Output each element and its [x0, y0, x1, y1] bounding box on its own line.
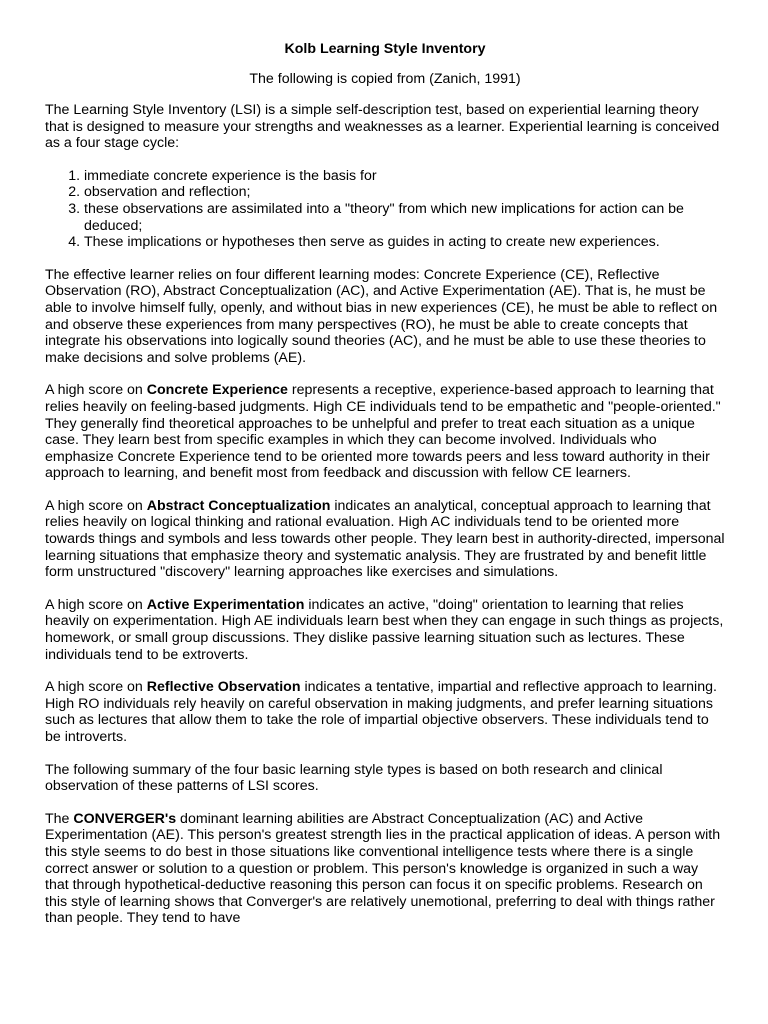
converger-term: CONVERGER's	[73, 810, 177, 827]
abstract-conceptualization-term: Abstract Conceptualization	[146, 497, 331, 514]
list-item: 2. observation and reflection;	[84, 184, 725, 201]
list-item: 4. These implications or hypotheses then serve as guides in acting to create new experiences.	[84, 234, 725, 251]
paragraph-text: indicates a tentative, impartial and reflective approach to learning. High RO individuals rely heavily on careful observation in making judgments, and prefer learning situations such as lectures that allow them to take the role of impartial objective observers. These individuals tend to be introverts.	[45, 679, 717, 745]
concrete-experience-term: Concrete Experience	[146, 382, 288, 399]
list-item: 1. immediate concrete experience is the basis for	[84, 168, 725, 185]
active-experimentation-paragraph	[45, 597, 725, 663]
converger-paragraph	[45, 811, 725, 927]
paragraph-text: dominant learning abilities are Abstract Conceptualization (AC) and Active Experimentation (AE). This person's greatest strength lies in the practical application of ideas. A person with this style seems to do best in those situations like conventional intelligence tests where there is a single correct answer or solution to a question or problem. This person's knowledge is organized in such a way that through hypothetical-deductive reasoning this person can focus it on specific problems. Research on this style of learning shows that Converger's are relatively unemotional, preferring to deal with things rather than people. They tend to have	[45, 810, 721, 927]
concrete-experience-paragraph	[45, 382, 725, 482]
active-experimentation-term: Active Experimentation	[146, 596, 305, 613]
document-subtitle: The following is copied from (Zanich, 1991)	[249, 71, 521, 87]
paragraph-lead: A high score on	[45, 497, 147, 514]
document-page	[45, 40, 725, 943]
list-item: 3. these observations are assimilated into a "theory" from which new implications for action can be deduced;	[84, 201, 725, 234]
paragraph-lead: A high score on	[45, 596, 147, 613]
reflective-observation-paragraph	[45, 679, 725, 745]
paragraph-lead: The	[45, 810, 74, 827]
document-title: Kolb Learning Style Inventory	[284, 41, 486, 57]
learning-modes-paragraph: The effective learner relies on four different learning modes: Concrete Experience (CE), Reflective Observation (RO), Abstract Conceptualization (AC), and Active Experimentation (AE). That is, he must be able to involve himself fully, openly, and without bias in new experiences (CE), he must be able to reflect on and observe these experiences from many perspectives (RO), he must be able to create concepts that integrate his observations into logically sound theories (AC), and he must be able to use these theories to make decisions and solve problems (AE).	[45, 266, 718, 366]
paragraph-text: represents a receptive, experience-based approach to learning that relies heavily on feeling-based judgments. High CE individuals tend to be empathetic and "people-oriented." They generally find theoretical approaches to be unhelpful and prefer to treat each situation as a unique case. They learn best from specific examples in which they can become involved. Individuals who emphasize Concrete Experience tend to be oriented more towards peers and less toward authority in their approach to learning, and benefit most from feedback and discussion with fellow CE learners.	[45, 382, 721, 482]
summary-paragraph: The following summary of the four basic learning style types is based on both research and clinical observation of these patterns of LSI scores.	[45, 761, 663, 795]
reflective-observation-term: Reflective Observation	[146, 679, 301, 696]
cycle-steps-list	[45, 168, 725, 251]
intro-paragraph: The Learning Style Inventory (LSI) is a simple self-description test, based on experiential learning theory that is designed to measure your strengths and weaknesses as a learner. Experiential learning is conceived as a four stage cycle:	[45, 102, 720, 152]
abstract-conceptualization-paragraph	[45, 498, 725, 581]
paragraph-text: indicates an active, "doing" orientation to learning that relies heavily on experimentation. High AE individuals learn best when they can engage in such things as projects, homework, or small group discussions. They dislike passive learning situation such as lectures. These individuals tend to be extroverts.	[45, 596, 724, 663]
paragraph-lead: A high score on	[45, 679, 147, 696]
paragraph-lead: A high score on	[45, 382, 147, 399]
paragraph-text: indicates an analytical, conceptual approach to learning that relies heavily on logical thinking and rational evaluation. High AC individuals tend to be oriented more towards things and symbols and less towards other people. They learn best in authority-directed, impersonal learning situations that emphasize theory and systematic analysis. They are frustrated by and benefit little form unstructured "discovery" learning approaches like exercises and simulations.	[45, 497, 725, 581]
